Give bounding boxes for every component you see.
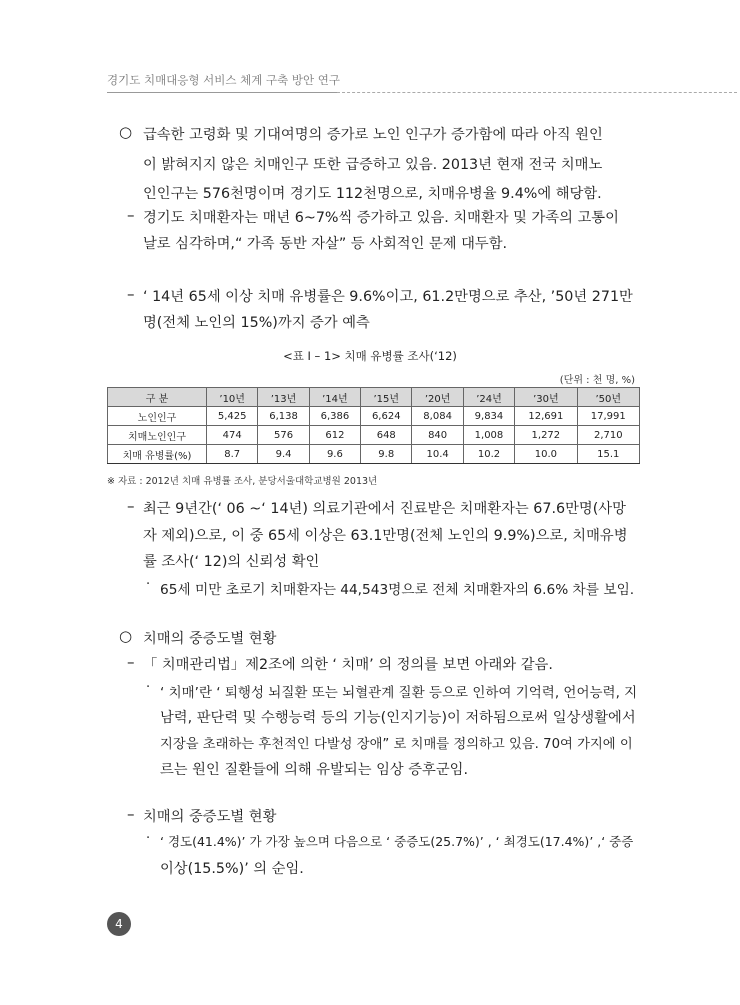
dot-bullet: · bbox=[146, 577, 151, 592]
table-row bbox=[108, 407, 640, 426]
table-header-cell: ’14년 bbox=[309, 388, 360, 407]
sub2-line-1: ‘ 14년 65세 이상 치매 유병률은 9.6%이고, 61.2만명으로 추산, ’50년 271만 bbox=[143, 289, 633, 305]
table-source: ※ 자료 : 2012년 치매 유병률 조사, 분당서울대학교병원 2013년 bbox=[107, 476, 378, 487]
table-cell: 치매노인인구 bbox=[108, 426, 207, 445]
table-header-cell: 구 분 bbox=[108, 388, 207, 407]
table-cell: 10.2 bbox=[463, 445, 514, 464]
section2-dot1-line-4: 르는 원인 질환들에 의해 유발되는 임상 증후군임. bbox=[160, 762, 469, 778]
dot-bullet: · bbox=[146, 831, 151, 846]
dash-bullet: – bbox=[127, 653, 135, 671]
table-header-cell: ’30년 bbox=[515, 388, 577, 407]
table-cell: 6,138 bbox=[258, 407, 309, 426]
table-row bbox=[108, 426, 640, 445]
sub3-line-3: 률 조사(‘ 12)의 신뢰성 확인 bbox=[143, 554, 320, 570]
table-header-cell: ’15년 bbox=[361, 388, 412, 407]
section1-line-2: 이 밝혀지지 않은 치매인구 또한 급증하고 있음. 2013년 현재 전국 치매노 bbox=[143, 157, 603, 173]
dash-bullet: – bbox=[127, 497, 135, 515]
dash-bullet: – bbox=[127, 805, 135, 823]
section2-dot2-line-1: ‘ 경도(41.4%)’ 가 가장 높으며 다음으로 ‘ 중증도(25.7%)’ , ‘ 최경도(17.4%)’ ,‘ 중증 bbox=[160, 834, 634, 849]
table-cell: 8,084 bbox=[412, 407, 463, 426]
table-cell: 17,991 bbox=[577, 407, 639, 426]
table-cell: 9,834 bbox=[463, 407, 514, 426]
header-dashed-rule bbox=[337, 92, 737, 93]
table-header-cell: ’24년 bbox=[463, 388, 514, 407]
table-cell: 9.8 bbox=[361, 445, 412, 464]
section2-dot1-line-2: 남력, 판단력 및 수행능력 등의 기능(인지기능)이 저하됨으로써 일상생활에서 bbox=[160, 710, 636, 726]
section2-dot1-line-1: ‘ 치매’란 ‘ 퇴행성 뇌질환 또는 뇌혈관계 질환 등으로 인하여 기억력, 언어능력, 지 bbox=[160, 685, 638, 701]
table-caption: <표 Ⅰ – 1> 치매 유병률 조사(‘12) bbox=[283, 349, 457, 363]
table-cell: 648 bbox=[361, 426, 412, 445]
table-header-cell: ’13년 bbox=[258, 388, 309, 407]
dot1-line: 65세 미만 초로기 치매환자는 44,543명으로 전체 치매환자의 6.6% 차를 보임. bbox=[160, 582, 635, 598]
circle-bullet: ○ bbox=[119, 123, 133, 141]
table-row bbox=[108, 445, 640, 464]
circle-bullet: ○ bbox=[119, 627, 133, 645]
table-cell: 15.1 bbox=[577, 445, 639, 464]
table-cell: 10.0 bbox=[515, 445, 577, 464]
prevalence-table bbox=[107, 387, 640, 464]
section2-dot1-line-3: 지장을 초래하는 후천적인 다발성 장애” 로 치매를 정의하고 있음. 70여 가지에 이 bbox=[160, 737, 633, 752]
table-cell: 1,008 bbox=[463, 426, 514, 445]
running-header: 경기도 치매대응형 서비스 체계 구축 방안 연구 bbox=[107, 73, 341, 87]
table-cell: 1,272 bbox=[515, 426, 577, 445]
table-cell: 474 bbox=[207, 426, 258, 445]
sub2-line-2: 명(전체 노인의 15%)까지 증가 예측 bbox=[143, 315, 370, 331]
table-header-cell: ’50년 bbox=[577, 388, 639, 407]
table-header-cell: ’10년 bbox=[207, 388, 258, 407]
table-cell: 8.7 bbox=[207, 445, 258, 464]
table-cell: 노인인구 bbox=[108, 407, 207, 426]
table-cell: 576 bbox=[258, 426, 309, 445]
section2-sub2-line: 치매의 중증도별 현황 bbox=[143, 809, 277, 825]
table-cell: 6,624 bbox=[361, 407, 412, 426]
table-cell: 5,425 bbox=[207, 407, 258, 426]
table-cell: 9.4 bbox=[258, 445, 309, 464]
sub1-line-2: 날로 심각하며,“ 가족 동반 자살” 등 사회적인 문제 대두함. bbox=[143, 236, 508, 252]
table-cell: 840 bbox=[412, 426, 463, 445]
section1-line-1: 급속한 고령화 및 기대여명의 증가로 노인 인구가 증가함에 따라 아직 원인 bbox=[143, 127, 603, 143]
table-cell: 2,710 bbox=[577, 426, 639, 445]
section2-title: 치매의 중증도별 현황 bbox=[143, 631, 277, 647]
table-cell: 10.4 bbox=[412, 445, 463, 464]
sub1-line-1: 경기도 치매환자는 매년 6~7%씩 증가하고 있음. 치매환자 및 가족의 고통이 bbox=[143, 210, 619, 226]
table-cell: 12,691 bbox=[515, 407, 577, 426]
table-cell: 612 bbox=[309, 426, 360, 445]
dash-bullet: – bbox=[127, 206, 135, 224]
section2-dot2-line-2: 이상(15.5%)’ 의 순임. bbox=[160, 861, 304, 877]
table-cell: 치매 유병률(%) bbox=[108, 445, 207, 464]
dash-bullet: – bbox=[127, 285, 135, 303]
section1-line-3: 인인구는 576천명이며 경기도 112천명으로, 치매유병율 9.4%에 해당함. bbox=[143, 186, 602, 202]
table-header-row bbox=[108, 388, 640, 407]
header-rule bbox=[107, 92, 337, 93]
table-cell: 6,386 bbox=[309, 407, 360, 426]
table-header-cell: ’20년 bbox=[412, 388, 463, 407]
section2-sub1-line: 「 치매관리법」제2조에 의한 ‘ 치매’ 의 정의를 보면 아래와 같음. bbox=[143, 657, 553, 673]
table-cell: 9.6 bbox=[309, 445, 360, 464]
sub3-line-1: 최근 9년간(‘ 06 ~‘ 14년) 의료기관에서 진료받은 치매환자는 67.6만명(사망 bbox=[143, 501, 626, 517]
dot-bullet: · bbox=[146, 680, 151, 695]
page-number: 4 bbox=[107, 912, 131, 936]
table-unit: (단위 : 천 명, %) bbox=[559, 375, 635, 386]
sub3-line-2: 자 제외)으로, 이 중 65세 이상은 63.1만명(전체 노인의 9.9%)으로, 치매유병 bbox=[143, 528, 628, 544]
